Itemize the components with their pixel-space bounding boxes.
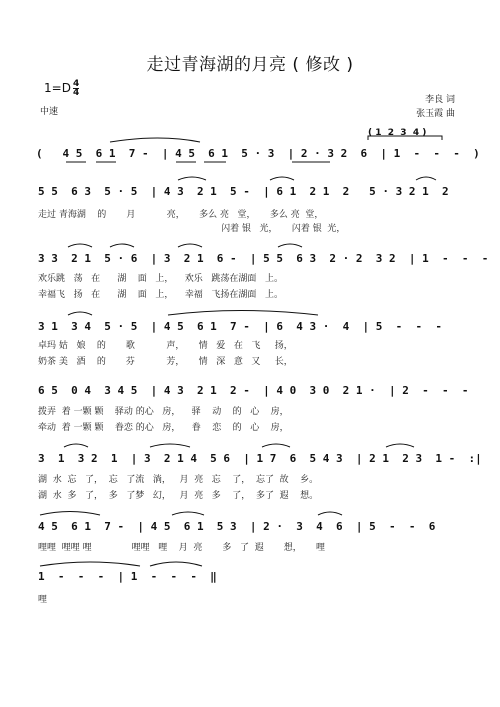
slur [178,244,202,247]
slur [64,444,88,447]
system-7-lyrics-1: 哩哩 哩哩 哩 哩哩 哩 月 亮 多 了 遐 想， 哩 [38,543,326,553]
system-5-lyrics-2: 牵动 着 一颗 颗 眷恋 的心 房， 眷 恋 的 心 房， [38,423,289,433]
slur [416,177,436,180]
system-5-lyrics-1: 拨弄 着 一颗 颗 驿动 的心 房， 驿 动 的 心 房， [38,407,289,417]
slur [386,444,414,447]
slur [262,444,290,447]
lyricist: 李良 词 [425,95,455,105]
system-6-lyrics-1: 湖 水 忘 了， 忘 了流 淌， 月 亮 忘 了， 忘了 故 乡。 [38,475,319,485]
system-6-notes: 3 1 3 2 1 | 3 2 1 4 5 6 | 1 7 6 5 4 3 | 2 1 2 3 1 - :| [38,452,482,465]
system-4-lyrics-2: 奶茶 美 酒 的 芬 芳， 情 深 意 又 长， [38,357,293,367]
key-signature [44,80,79,97]
system-8-notes: 1 - - - | 1 - - - ‖ [38,570,217,583]
credits [416,93,455,121]
system-3-lyrics-1: 欢乐跳 荡 在 湖 面 上， 欢乐 跳荡在湖面 上。 [38,274,283,284]
system-2-lyrics-1: 走过 青海湖 的 月 亮， 多么 亮 堂， 多么 亮 堂， [38,210,324,220]
time-top: 4 [72,79,80,89]
slur [270,177,294,180]
system-7-notes: 4 5 6 1 7 - | 4 5 6 1 5 3 | 2 · 3 4 6 | 5 - - 6 [38,520,436,533]
slur [278,244,302,247]
slur [168,311,318,316]
tempo-marking: 中速 [40,107,59,117]
time-signature [73,80,79,97]
song-title: 走过青海湖的月亮 ( 修改 ) [146,55,354,75]
slur [40,562,140,566]
time-bottom: 4 [72,88,80,98]
system-3-notes: 3 3 2 1 5 · 6 | 3 2 1 6 - | 5 5 6 3 2 · 2 3 2 | 1 - - - [38,252,489,265]
composer: 张玉霞 曲 [416,109,455,119]
slur [150,562,202,566]
system-6-lyrics-2: 湖 水 多 了， 多 了梦 幻， 月 亮 多 了， 多了 遐 想。 [38,491,319,501]
slur [68,244,92,247]
system-4-lyrics-1: 卓玛 姑 娘 的 歌 声， 情 爱 在 飞 扬， [38,341,293,351]
slur [68,312,92,315]
system-4-notes: 3 1 3 4 5 · 5 | 4 5 6 1 7 - | 6 4 3 · 4 | 5 - - - [38,320,442,333]
system-8-lyrics-1: 哩 [38,595,48,605]
key-label: 1=D [44,81,71,95]
system-5-notes: 6 5 0 4 3 4 5 | 4 3 2 1 2 - | 4 0 3 0 2 1 · | 2 - - - [38,384,469,397]
system-1-notes: ( 4 5 6 1 7 - | 4 5 6 1 5 · 3 | 2 · 3 2 6 | 1 - - - ) [36,147,480,160]
slur [178,177,206,180]
slur [110,138,200,142]
slur [150,444,190,447]
system-2-lyrics-2: 闪着 银 光， 闪着 银 光， [38,224,346,234]
slur [318,512,342,515]
slur [110,244,134,247]
slur [40,512,100,516]
system-3-lyrics-2: 幸福飞 扬 在 湖 面 上， 幸福 飞扬在湖面 上。 [38,290,283,300]
system-2-notes: 5 5 6 3 5 · 5 | 4 3 2 1 5 - | 6 1 2 1 2 5 · 3 2 1 2 [38,185,449,198]
volta-hint: ( 1 2 3 4 ) [368,128,427,138]
slur [172,512,204,515]
